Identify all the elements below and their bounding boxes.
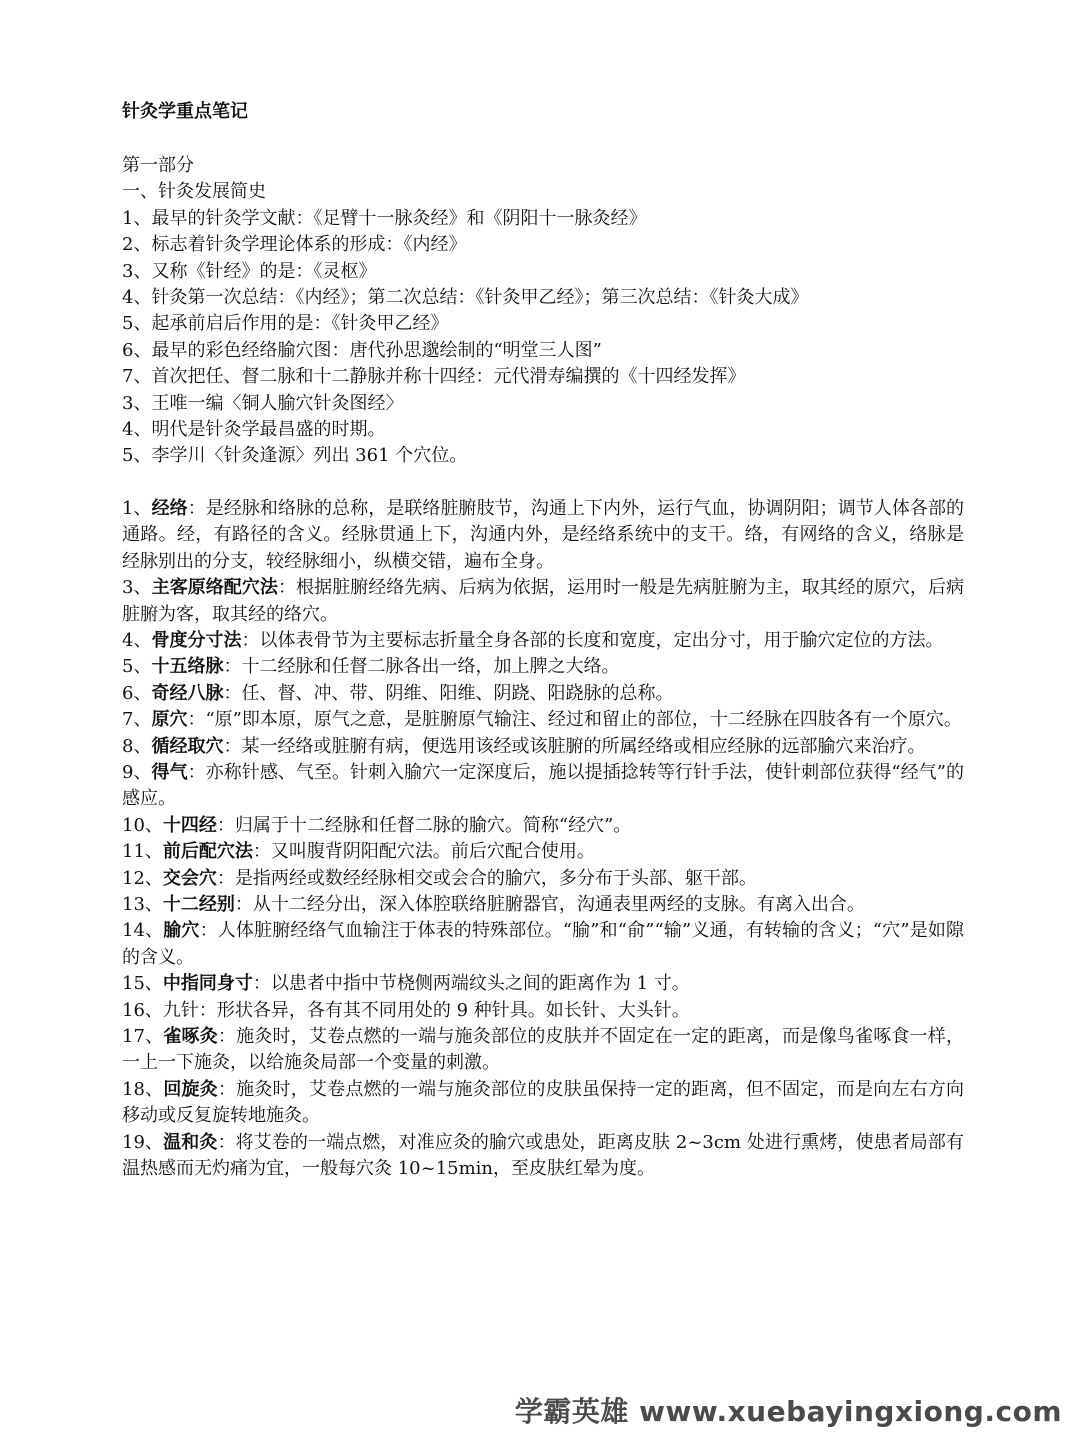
definition-text: ：是指两经或数经经脉相交或会合的腧穴，多分布于头部、躯干部。 [216, 867, 757, 889]
history-item: 4、明代是针灸学最昌盛的时期。 [122, 419, 386, 441]
document-page [122, 98, 964, 1182]
history-item: 7、首次把任、督二脉和十二静脉并称十四经：元代滑寿编撰的《十四经发挥》 [122, 366, 746, 388]
definition-item [122, 496, 964, 575]
definition-text: ：根据脏腑经络先病、后病为依据，运用时一般是先病脏腑为主，取其经的原穴，后病脏腑为客，取其经的络穴。 [122, 577, 965, 625]
definition-item [122, 734, 964, 760]
definition-list [122, 496, 964, 1183]
definition-item [122, 1077, 964, 1130]
definition-text: ：十二经脉和任督二脉各出一络，加上脾之大络。 [223, 656, 620, 678]
definition-number: 17、 [122, 1026, 164, 1047]
definition-number: 15、 [122, 973, 163, 995]
definition-item [122, 681, 964, 707]
history-item: 4、针灸第一次总结：《内经》；第二次总结：《针灸甲乙经》；第三次总结：《针灸大成》 [122, 287, 809, 309]
history-item: 5、李学川〈针灸逢源〉列出 361 个穴位。 [122, 445, 468, 467]
definition-item [122, 707, 964, 733]
definition-number: 1、 [122, 497, 152, 519]
definition-number: 16、 [122, 999, 163, 1021]
part-heading: 第一部分 [122, 155, 194, 176]
definition-number: 19、 [122, 1131, 164, 1153]
definition-term: 温和灸 [163, 1131, 218, 1153]
definition-term: 循经取穴 [151, 735, 224, 757]
section-heading: 一、针灸发展简史 [122, 181, 266, 203]
definition-item [122, 839, 964, 865]
definition-number: 8、 [122, 735, 152, 757]
history-item: 3、王唯一编〈铜人腧穴针灸图经〉 [122, 392, 404, 414]
definition-term: 雀啄灸 [163, 1026, 218, 1047]
definition-text: ：以患者中指中节桡侧两端纹头之间的距离作为 1 寸。 [252, 973, 690, 995]
definition-text: ：从十二经分出，深入体腔联络脏腑器官，沟通表里两经的支脉。有离入出合。 [234, 893, 865, 915]
definition-number: 18、 [122, 1078, 164, 1100]
definition-term: 前后配穴法 [162, 841, 253, 863]
definition-term: 经络 [151, 497, 188, 519]
definition-number: 11、 [122, 841, 163, 863]
definition-term: 主客原络配穴法 [151, 577, 278, 599]
definition-text: ：人体脏腑经络气血输注于体表的特殊部位。“腧”和“俞”“输”义通，有转输的含义；“穴”是如隙的含义。 [122, 920, 965, 968]
definition-text: ：归属于十二经脉和任督二脉的腧穴。简称“经穴”。 [216, 814, 632, 836]
definition-item [122, 918, 964, 971]
definition-number: 14、 [122, 920, 164, 942]
definition-number: 5、 [122, 656, 152, 678]
definition-number: 6、 [122, 682, 152, 704]
definition-term: 十二经别 [162, 893, 235, 915]
definition-text: ：以体表骨节为主要标志折量全身各部的长度和宽度，定出分寸，用于腧穴定位的方法。 [241, 629, 944, 651]
definition-term: 得气 [151, 761, 188, 783]
definition-item [122, 813, 964, 839]
definition-term: 十四经 [162, 814, 217, 836]
definition-item [122, 1024, 964, 1077]
definition-term: 回旋灸 [163, 1078, 218, 1100]
history-item: 1、最早的针灸学文献：《足臂十一脉灸经》和《阴阳十一脉灸经》 [122, 207, 647, 229]
definition-text: ：施灸时，艾卷点燃的一端与施灸部位的皮肤并不固定在一定的距离，而是像鸟雀啄食一样，一上一下施灸，以给施灸局部一个变量的刺激。 [122, 1026, 965, 1074]
definition-term: 腧穴 [163, 920, 200, 942]
definition-term: 奇经八脉 [151, 682, 224, 704]
definition-term: 交会穴 [162, 867, 217, 889]
definition-text: ：是经脉和络脉的总称，是联络脏腑肢节，沟通上下内外，运行气血，协调阴阳；调节人体各部的通路。经，有路径的含义。经脉贯通上下，沟通内外，是经络系统中的支干。络，有网络的含义，络脉是经脉别出的分支，较经脉细小，纵横交错，遍布全身。 [122, 497, 965, 572]
definition-text: ：将艾卷的一端点燃，对准应灸的腧穴或患处，距离皮肤 2~3cm 处进行熏烤，使患者局部有温热感而无灼痛为宜，一般每穴灸 10~15min，至皮肤红晕为度。 [122, 1131, 965, 1180]
definition-item [122, 892, 964, 918]
definition-text: ：施灸时，艾卷点燃的一端与施灸部位的皮肤虽保持一定的距离，但不固定，而是向左右方向移动或反复旋转地施灸。 [122, 1078, 965, 1127]
definition-number: 13、 [122, 893, 163, 915]
definition-term: 原穴 [151, 709, 188, 731]
definition-number: 7、 [122, 709, 152, 731]
definition-number: 10、 [122, 814, 163, 836]
definition-item [122, 971, 964, 997]
definition-term: 十五络脉 [151, 656, 224, 678]
history-item: 3、又称《针经》的是：《灵枢》 [122, 260, 377, 282]
definition-text: ：任、督、冲、带、阴维、阳维、阴跷、阳跷脉的总称。 [223, 682, 674, 704]
definition-number: 3、 [122, 577, 152, 599]
definition-item [122, 998, 964, 1024]
site-watermark: 学霸英雄 www.xuebayingxiong.com [514, 1395, 1062, 1428]
definition-item [122, 866, 964, 892]
definition-text: ：亦称针感、气至。针刺入腧穴一定深度后，施以提插捻转等行针手法，使针刺部位获得“经气”的感应。 [122, 761, 964, 810]
definition-text: 九针：形状各异，各有其不同用处的 9 种针具。如长针、大头针。 [162, 999, 690, 1021]
history-item: 2、标志着针灸学理论体系的形成：《内经》 [122, 234, 467, 256]
definition-item [122, 1130, 964, 1183]
history-list [122, 206, 964, 470]
definition-item [122, 628, 964, 654]
definition-number: 12、 [122, 867, 163, 889]
history-item: 6、最早的彩色经络腧穴图：唐代孙思邈绘制的“明堂三人图” [122, 339, 602, 361]
paragraph-gap [122, 470, 964, 496]
document-title: 针灸学重点笔记 [122, 101, 248, 122]
definition-text: ：某一经络或脏腑有病，便选用该经或该脏腑的所属经络或相应经脉的远部腧穴来治疗。 [223, 735, 926, 757]
definition-term: 骨度分寸法 [151, 629, 242, 651]
history-item: 5、起承前启后作用的是：《针灸甲乙经》 [122, 313, 449, 335]
definition-item [122, 575, 964, 628]
definition-text: ：“原”即本原，原气之意，是脏腑原气输注、经过和留止的部位，十二经脉在四肢各有一个原穴。 [187, 709, 962, 731]
definition-number: 9、 [122, 761, 152, 783]
definition-text: ：又叫腹背阴阳配穴法。前后穴配合使用。 [252, 841, 595, 863]
definition-number: 4、 [122, 629, 152, 651]
definition-term: 中指同身寸 [162, 973, 253, 995]
definition-item [122, 654, 964, 680]
definition-item [122, 760, 964, 813]
